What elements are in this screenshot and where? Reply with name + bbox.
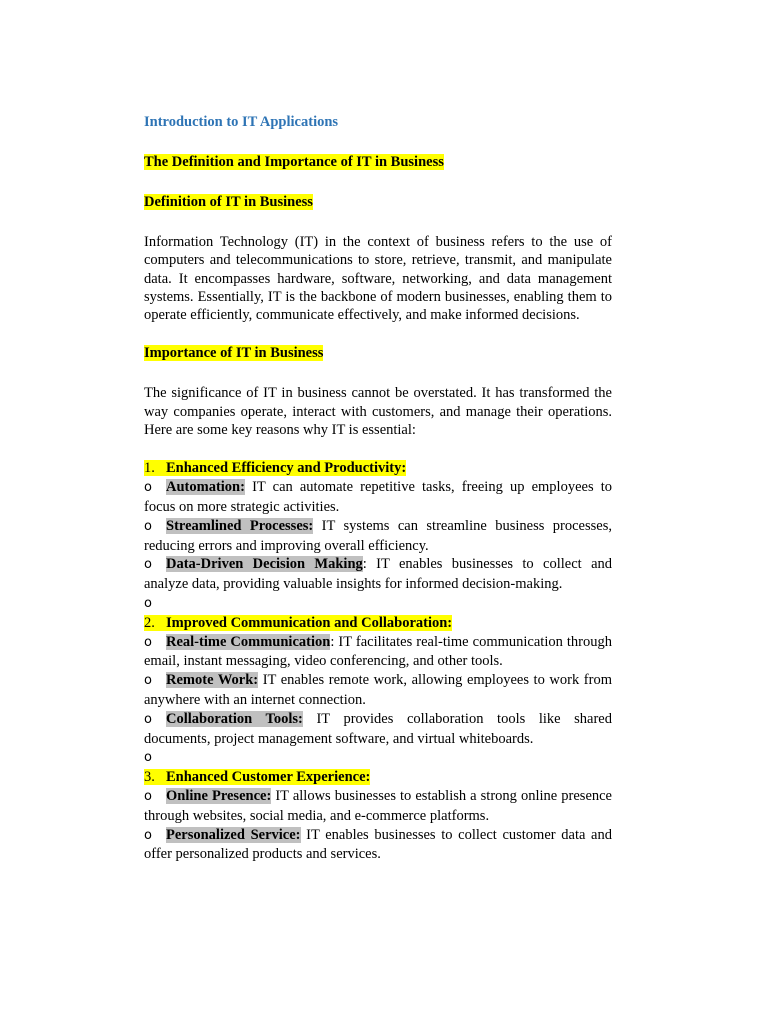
list-item — [144, 787, 612, 826]
importance-heading-text: Importance of IT in Business — [144, 345, 324, 362]
item-term: Collaboration Tools: — [166, 710, 303, 727]
item-text: : IT enables businesses to collect and analyze data, providing valuable insights for informed decision-making. — [144, 556, 613, 593]
list-item — [144, 671, 612, 710]
document-title: Introduction to IT Applications — [144, 114, 339, 130]
item-term: Online Presence: — [166, 787, 272, 804]
definition-heading — [144, 193, 612, 212]
list-item — [144, 826, 612, 865]
list-item-empty — [144, 594, 612, 614]
list-item — [144, 517, 612, 556]
list-group-title: Enhanced Customer Experience: — [166, 769, 371, 786]
item-text: IT provides collaboration tools like shared documents, project management software, and virtual whiteboards. — [144, 710, 612, 747]
item-term: Streamlined Processes: — [166, 517, 314, 534]
list-number: 2. — [144, 614, 155, 631]
list-item — [144, 633, 612, 672]
definition-paragraph: Information Technology (IT) in the context of business refers to the use of computers and telecommunications to store, retrieve, transmit, and manipulate data. It encompasses hardware, software, networking, and data management systems. Essentially, IT is the backbone of modern businesses, enabling them to operate efficiently, communicate effectively, and make informed decisions. — [144, 234, 612, 324]
list-group-heading — [144, 768, 612, 787]
item-term: Real-time Communication — [166, 633, 331, 650]
item-term: Personalized Service: — [166, 826, 301, 843]
bullet-icon: o — [144, 518, 152, 534]
item-term: Automation: — [166, 479, 245, 496]
bullet-icon: o — [144, 557, 152, 573]
bullet-icon: o — [144, 750, 152, 766]
reasons-list — [144, 459, 612, 864]
section-heading-text: The Definition and Importance of IT in Business — [144, 154, 444, 170]
item-text: IT can automate repetitive tasks, freeing up employees to focus on more strategic activities. — [144, 479, 612, 515]
list-number: 3. — [144, 769, 155, 786]
item-term: Data-Driven Decision Making — [166, 556, 363, 573]
list-group-title: Improved Communication and Collaboration: — [166, 614, 453, 631]
bullet-icon: o — [144, 788, 152, 804]
item-term: Remote Work: — [166, 672, 259, 689]
list-item-empty — [144, 748, 612, 768]
bullet-icon: o — [144, 827, 152, 843]
item-text: : IT facilitates real-time communication through email, instant messaging, video conferencing, and other tools. — [144, 633, 612, 670]
bullet-icon: o — [144, 480, 152, 496]
list-group-heading — [144, 459, 612, 478]
list-group-heading — [144, 614, 612, 633]
item-text: IT enables businesses to collect customer data and offer personalized products and services. — [144, 826, 612, 863]
bullet-icon: o — [144, 595, 152, 611]
section-heading — [144, 153, 612, 172]
list-item — [144, 478, 612, 517]
bullet-icon: o — [144, 634, 152, 650]
list-number: 1. — [144, 460, 155, 477]
item-text: IT systems can streamline business processes, reducing errors and improving overall efficiency. — [144, 517, 612, 554]
importance-heading — [144, 344, 612, 363]
importance-paragraph: The significance of IT in business cannot be overstated. It has transformed the way companies operate, interact with customers, and manage their operations. Here are some key reasons why IT is essential: — [144, 385, 612, 439]
bullet-icon: o — [144, 711, 152, 727]
item-text: IT allows businesses to establish a strong online presence through websites, social media, and e-commerce platforms. — [144, 787, 612, 824]
list-item — [144, 710, 612, 749]
definition-heading-text: Definition of IT in Business — [144, 194, 313, 210]
bullet-icon: o — [144, 673, 152, 689]
list-group-title: Enhanced Efficiency and Productivity: — [166, 460, 407, 477]
list-item — [144, 555, 612, 594]
item-text: IT enables remote work, allowing employees to work from anywhere with an internet connection. — [144, 672, 612, 708]
document-body — [144, 113, 612, 864]
